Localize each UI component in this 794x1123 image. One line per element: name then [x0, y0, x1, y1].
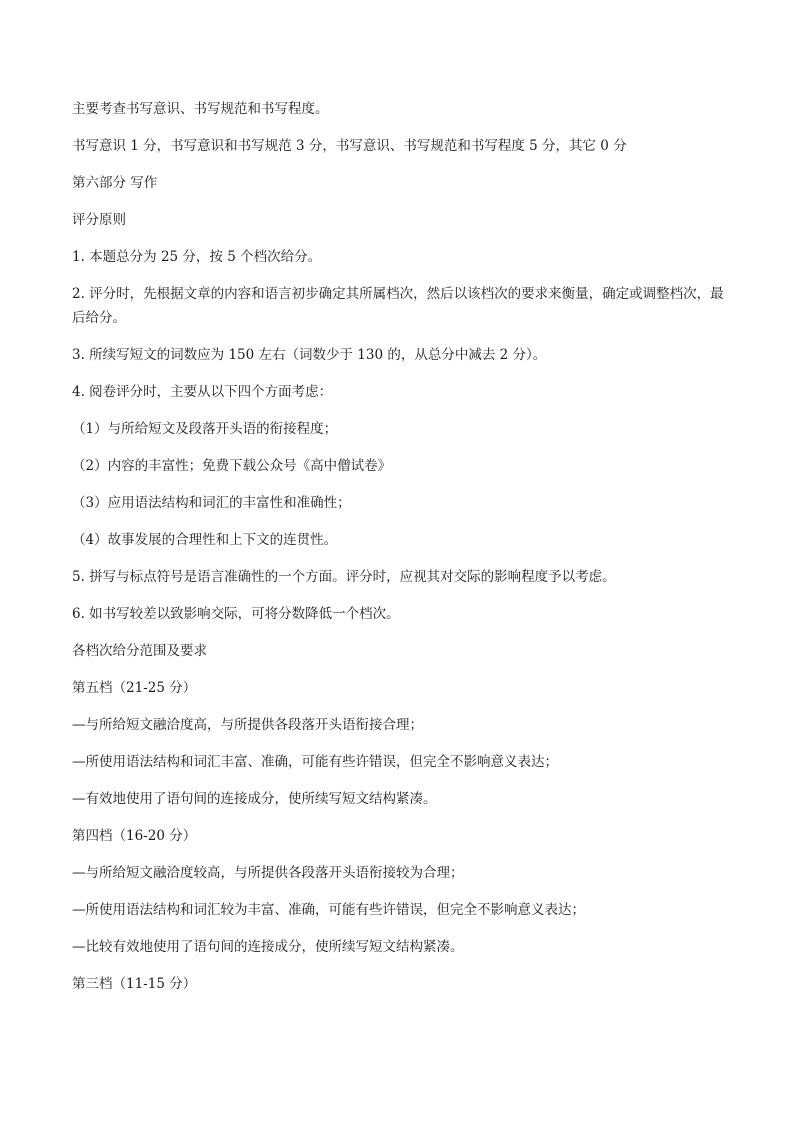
section-heading: 第六部分 写作 [72, 175, 158, 191]
criterion-item: —有效地使用了语句间的连接成分，使所续写短文结构紧凑。 [72, 791, 437, 807]
paragraph: 1. 本题总分为 25 分，按 5 个档次给分。 [72, 249, 322, 265]
list-item: （2）内容的丰富性；免费下载公众号《高中僧试卷》 [72, 458, 392, 474]
paragraph: 5. 拼写与标点符号是语言准确性的一个方面。评分时，应视其对交际的影响程度予以考虑。 [72, 569, 616, 585]
paragraph: 3. 所续写短文的词数应为 150 左右（词数少于 130 的，从总分中减去 2 分）。 [72, 347, 547, 363]
criterion-item: —与所给短文融洽度高，与所提供各段落开头语衔接合理； [72, 717, 423, 733]
grade-heading: 第四档（16-20 分） [72, 828, 197, 844]
list-item: （1）与所给短文及段落开头语的衔接程度； [72, 421, 338, 437]
subheading: 各档次给分范围及要求 [72, 643, 207, 659]
grade-heading: 第三档（11-15 分） [72, 976, 197, 992]
list-item: （3）应用语法结构和词汇的丰富性和准确性； [72, 495, 351, 511]
subheading: 评分原则 [72, 212, 126, 228]
criterion-item: —所使用语法结构和词汇较为丰富、准确，可能有些许错误，但完全不影响意义表达； [72, 902, 585, 918]
paragraph: 4. 阅卷评分时，主要从以下四个方面考虑： [72, 384, 333, 400]
criterion-item: —与所给短文融洽度较高，与所提供各段落开头语衔接较为合理； [72, 865, 464, 881]
paragraph: 书写意识 1 分，书写意识和书写规范 3 分，书写意识、书写规范和书写程度 5 分，其它 0 分 [72, 138, 627, 154]
paragraph: 6. 如书写较差以致影响交际，可将分数降低一个档次。 [72, 606, 400, 622]
document-body [72, 97, 732, 1009]
list-item: （4）故事发展的合理性和上下文的连贯性。 [72, 532, 338, 548]
criterion-item: —比较有效地使用了语句间的连接成分，使所续写短文结构紧凑。 [72, 939, 464, 955]
paragraph: 2. 评分时，先根据文章的内容和语言初步确定其所属档次，然后以该档次的要求来衡量，确定或调整档次，最后给分。 [72, 286, 724, 326]
grade-heading: 第五档（21-25 分） [72, 680, 197, 696]
paragraph: 主要考查书写意识、书写规范和书写程度。 [72, 101, 329, 117]
criterion-item: —所使用语法结构和词汇丰富、准确，可能有些许错误，但完全不影响意义表达； [72, 754, 558, 770]
